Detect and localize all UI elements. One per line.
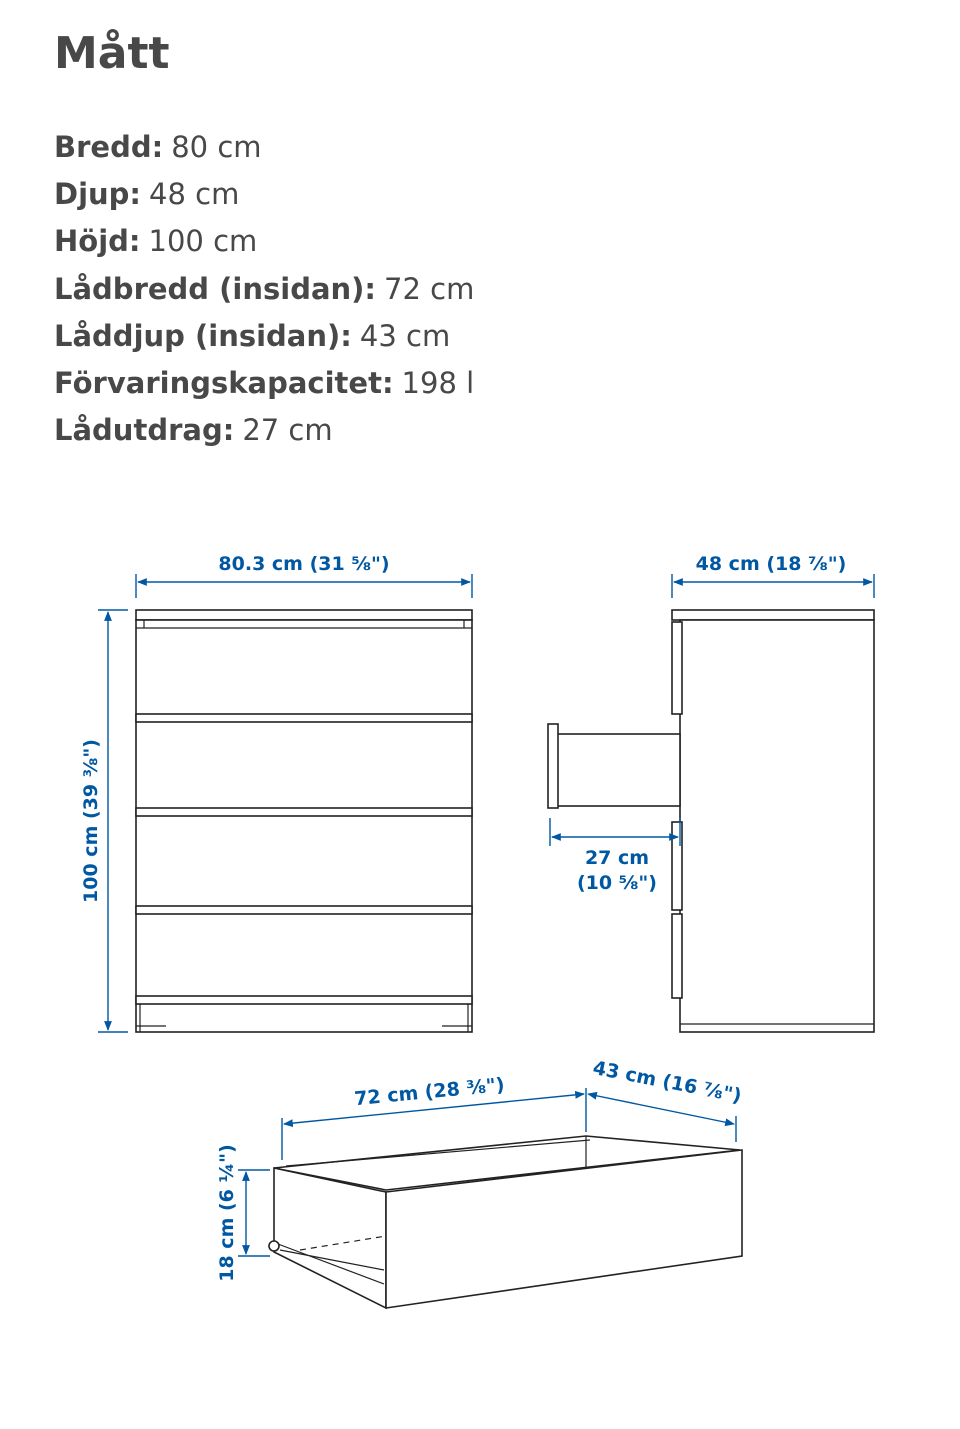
front-height-label: 100 cm (39 ⅜") — [80, 739, 102, 903]
spec-value: 100 cm — [148, 224, 258, 259]
drawer-extension-inch-label: (10 ⅝") — [577, 872, 657, 894]
spec-row-storage-capacity — [54, 360, 474, 407]
spec-label: Låddjup (insidan): — [54, 318, 352, 353]
spec-row-drawer-width — [54, 266, 474, 313]
spec-row-drawer-depth — [54, 313, 474, 360]
spec-row-depth — [54, 171, 474, 218]
spec-row-width — [54, 124, 474, 171]
drawer-extension-dimension — [550, 818, 680, 894]
front-width-dimension — [136, 553, 472, 598]
front-height-dimension — [80, 610, 128, 1032]
spec-row-height — [54, 218, 474, 265]
spec-label: Lådutdrag: — [54, 413, 235, 448]
page-title: Mått — [54, 28, 170, 79]
spec-value: 48 cm — [149, 177, 240, 212]
spec-value: 43 cm — [359, 318, 451, 353]
spec-label: Djup: — [54, 177, 142, 212]
spec-label: Förvaringskapacitet: — [54, 365, 394, 400]
dimension-diagram — [0, 500, 960, 1380]
drawer-height-label: 18 cm (6 ¼") — [216, 1144, 238, 1282]
side-depth-label: 48 cm (18 ⅞") — [695, 553, 847, 575]
drawer-depth-dimension — [588, 1057, 743, 1142]
spec-value: 27 cm — [242, 413, 333, 448]
spec-value: 80 cm — [171, 130, 262, 164]
drawer-depth-label: 43 cm (16 ⅞") — [591, 1056, 744, 1108]
side-view-dresser — [548, 610, 874, 1032]
spec-label: Lådbredd (insidan): — [54, 271, 377, 306]
dimension-spec-list — [54, 124, 474, 454]
spec-value: 72 cm — [384, 271, 475, 306]
spec-label: Bredd: — [54, 130, 164, 164]
spec-label: Höjd: — [54, 224, 141, 259]
drawer-width-label: 72 cm (28 ⅜") — [353, 1073, 506, 1111]
drawer-extension-label: 27 cm — [584, 847, 650, 869]
spec-value: 198 l — [401, 365, 475, 400]
drawer-box — [269, 1136, 742, 1308]
spec-row-drawer-extension — [54, 407, 474, 454]
drawer-height-dimension — [216, 1144, 270, 1282]
front-view-dresser — [136, 610, 472, 1032]
front-width-label: 80.3 cm (31 ⅝") — [218, 553, 390, 575]
side-depth-dimension — [672, 553, 874, 598]
